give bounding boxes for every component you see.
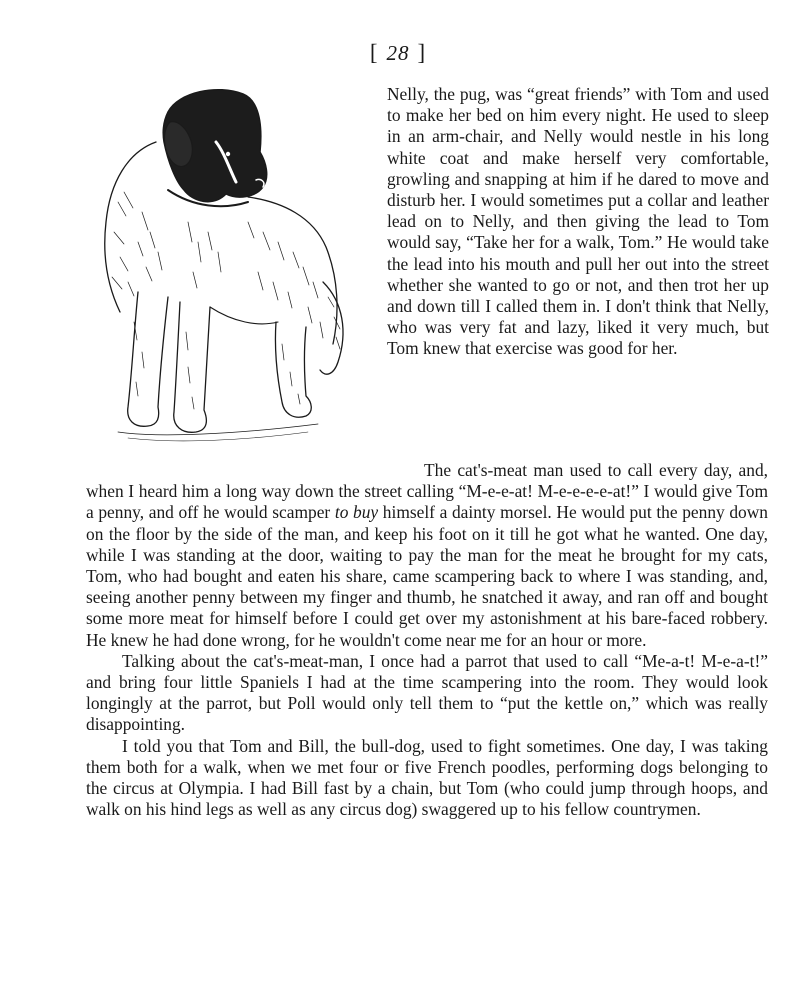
- paragraph-cats-meat-man-start: The cat's-meat man used to call every day, and, when I heard him a long way down the street calling “M-e-e-at! M-e-e-e-e-at!” I would give Tom a penny, and off he would scamper: [86, 460, 768, 523]
- page-number: [0, 40, 796, 66]
- newfoundland-dog-illustration-icon: [98, 82, 352, 460]
- folio-open-bracket: [: [369, 40, 379, 65]
- folio-number: 28: [386, 41, 410, 65]
- paragraph-cats-meat-man: [86, 460, 768, 651]
- emphasis-to-buy: to buy: [334, 502, 379, 523]
- folio-close-bracket: ]: [417, 40, 427, 65]
- paragraph-cats-meat-man-end: himself a dainty morsel. He would put the penny down on the floor by the side of the man, and keep his foot on it till he got what he wanted. One day, while I was standing at the door, waiting to pay the man for the meat he brought for my cats, Tom, who had bought and eaten his share, came scampering back to where I was standing, and, seeing another penny between my finger and thumb, he snatched it away, and ran off and bought some more meat for himself before I could get over my astonishment at his bare-faced robbery. He knew he had done wrong, for he wouldn't come near me for an hour or more.: [86, 502, 769, 650]
- text-column-right: [387, 84, 769, 360]
- text-column-full: [86, 460, 768, 820]
- paragraph-parrot: Talking about the cat's-meat-man, I once had a parrot that used to call “Me-a-t! M-e-a-t!” and bring four little Spaniels I had at the time scampering into the room. They would look longingly at the parrot, but Poll would only tell them to “put the kettle on,” which was really disappointing.: [86, 650, 768, 735]
- paragraph-poodles: I told you that Tom and Bill, the bull-dog, used to fight sometimes. One day, I was taking them both for a walk, when we met four or five French poodles, performing dogs belonging to the circus at Olympia. I had Bill fast by a chain, but Tom (who could jump through hoops, and walk on his hind legs as well as any circus dog) swaggered up to his fellow countrymen.: [86, 735, 768, 820]
- paragraph-nelly: Nelly, the pug, was “great friends” with Tom and used to make her bed on him every night. He used to sleep in an arm-chair, and Nelly would nestle in his long white coat and make herself very comfortable, growling and snapping at him if he dared to move and disturb her. I would sometimes put a collar and leather lead on to Nelly, and then giving the lead to Tom would say, “Take her for a walk, Tom.” He would take the lead into his mouth and pull her out into the street whether she wanted to go or not, and then trot her up and down till I called them in. I don't think that Nelly, who was very fat and lazy, liked it very much, but Tom knew that exercise was good for her.: [387, 84, 769, 359]
